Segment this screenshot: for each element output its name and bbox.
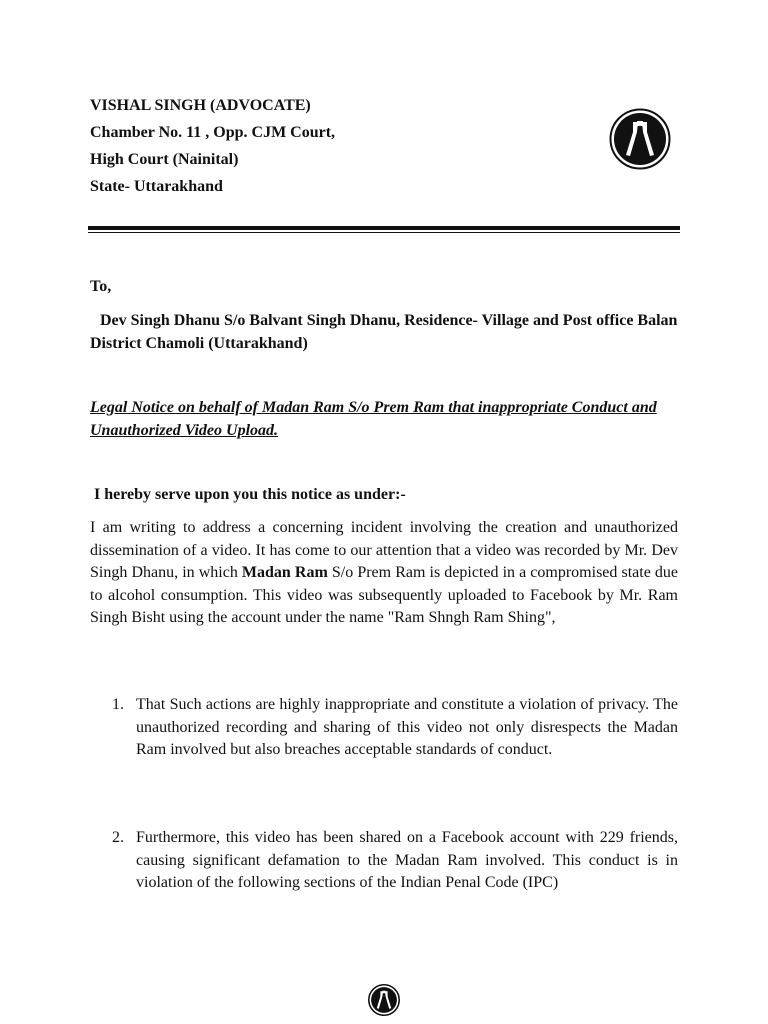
body-text-part2: S/o Prem Ram is depicted in a compromised state due to alcohol consumption. This video was subsequently uploaded to Facebook by Mr. Ram Singh Bisht using the account under the name "Ram Shngh Ram Shing",: [90, 564, 678, 626]
body-bold-name: Madan Ram: [241, 564, 328, 581]
list-item-number: 2.: [112, 829, 124, 846]
body-paragraph: [90, 517, 678, 630]
court-address: High Court (Nainital): [90, 151, 239, 168]
state-line: State- Uttarakhand: [90, 178, 223, 195]
letterhead: [90, 92, 335, 200]
advocate-emblem-icon: [609, 108, 671, 170]
body-text-part1: I am writing to address a concerning incident involving the creation and unauthorized dissemination of a video. It has come to our attention that a video was recorded by Mr. Dev Singh Dhanu, in which: [90, 519, 678, 581]
list-item-text: Furthermore, this video has been shared on a Facebook account with 229 friends, causing significant defamation to the Madan Ram involved. This conduct is in violation of the following sections of the Indian Penal Code (IPC): [136, 829, 678, 891]
header-rule-thin: [88, 232, 680, 233]
header-rule-thick: [88, 226, 680, 230]
footer-emblem-icon: [368, 984, 400, 1016]
list-item-text: That Such actions are highly inappropriate and constitute a violation of privacy. The unauthorized recording and sharing of this video not only disrespects the Madan Ram involved but also breaches acceptable standards of conduct.: [136, 696, 678, 758]
list-item: [112, 694, 678, 762]
list-item: [112, 827, 678, 895]
list-item-number: 1.: [112, 696, 124, 713]
notice-subject: Legal Notice on behalf of Madan Ram S/o Prem Ram that inappropriate Conduct and Unauthorized Video Upload.: [90, 399, 657, 439]
salutation: To,: [90, 278, 112, 295]
recipient-address: Dev Singh Dhanu S/o Balvant Singh Dhanu, Residence- Village and Post office Balan District Chamoli (Uttarakhand): [90, 312, 678, 352]
chamber-address: Chamber No. 11 , Opp. CJM Court,: [90, 124, 336, 141]
advocate-name: VISHAL SINGH (ADVOCATE): [90, 97, 311, 114]
serve-statement: I hereby serve upon you this notice as under:-: [94, 486, 406, 503]
